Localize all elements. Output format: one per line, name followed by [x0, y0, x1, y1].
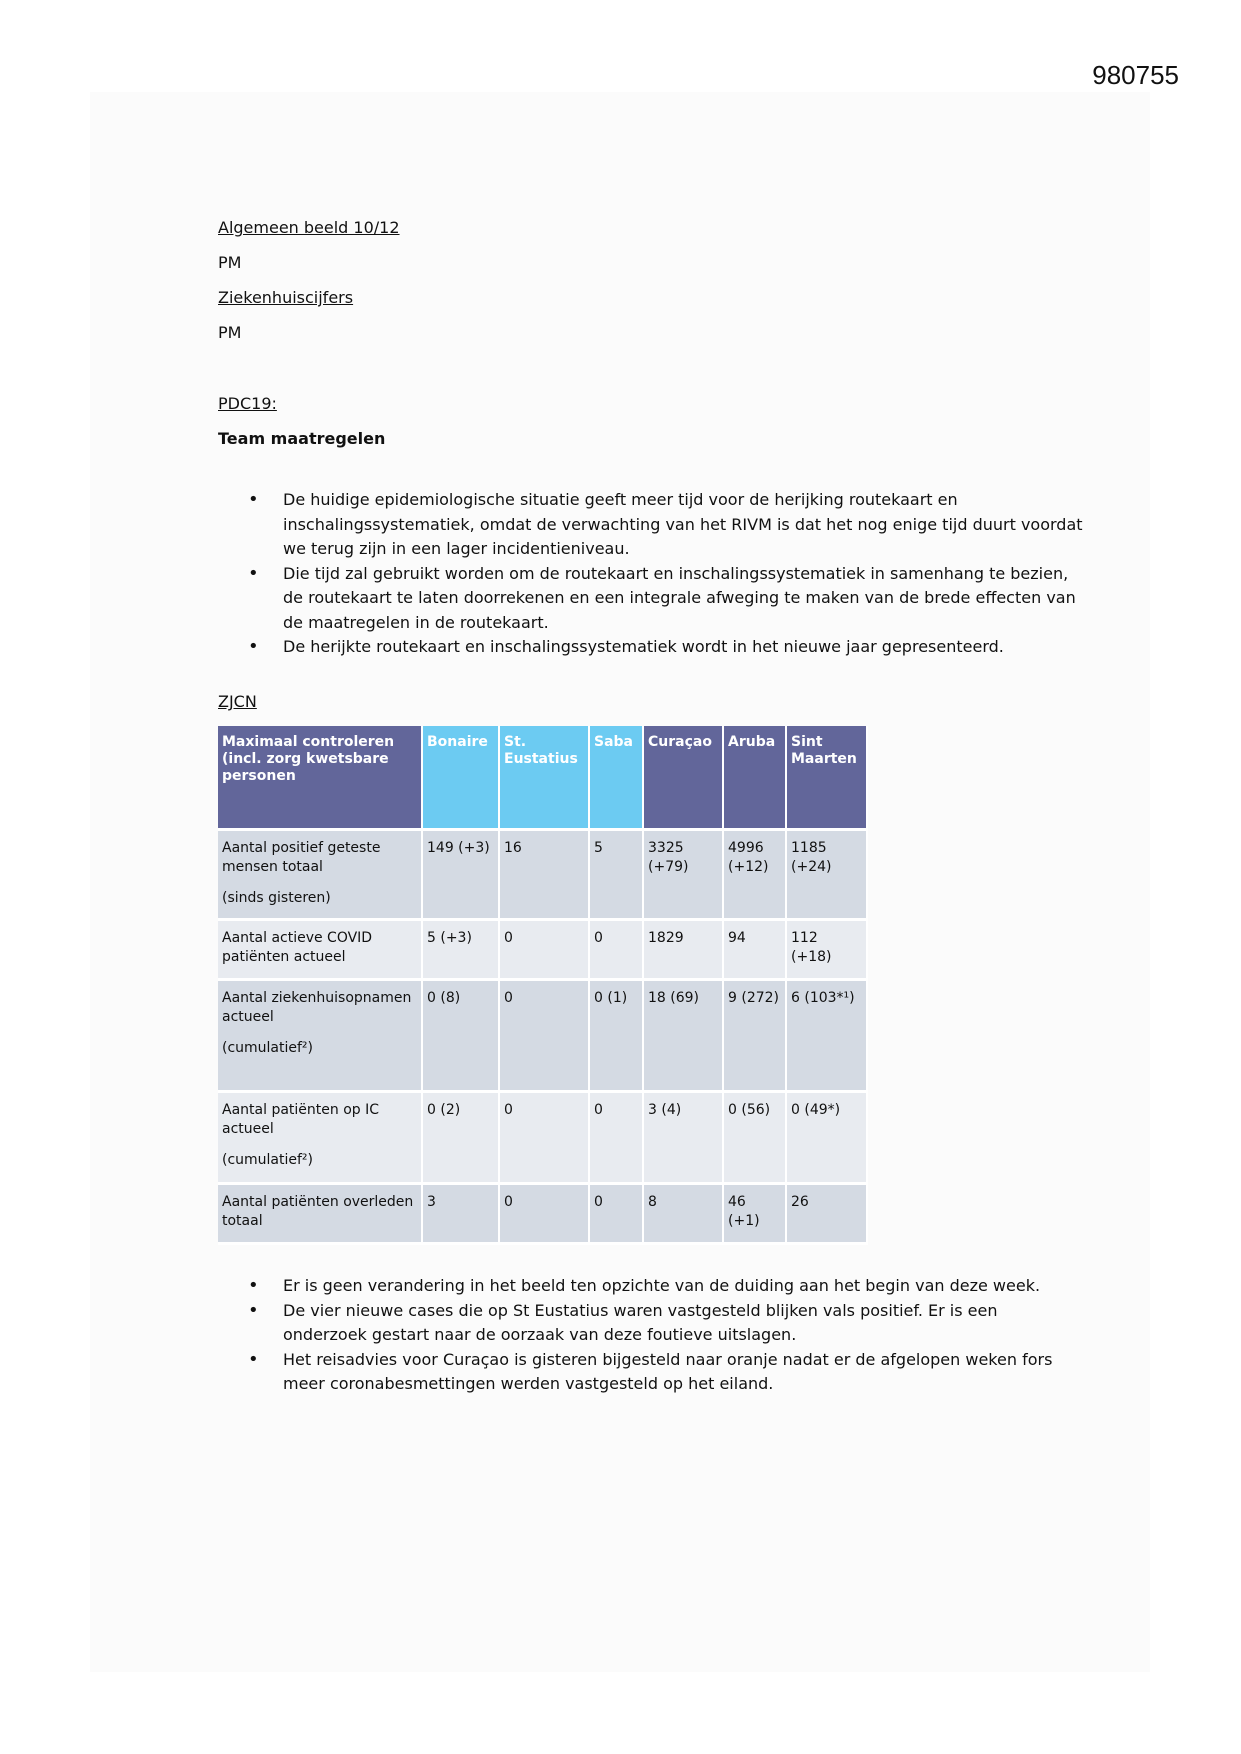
team-heading: Team maatregelen — [218, 429, 386, 448]
table-cell: 0 (56) — [723, 1091, 786, 1183]
row-label-cell — [218, 829, 422, 919]
table-header-cell: Curaçao — [643, 726, 723, 829]
algemeen-heading: Algemeen beeld 10/12 — [218, 218, 400, 237]
table-cell: 0 (8) — [422, 979, 499, 1091]
table-cell: 112 (+18) — [786, 919, 867, 979]
row-label-cell — [218, 919, 422, 979]
zjcn-bullet-list — [218, 1274, 1083, 1397]
table-header-cell: Sint Maarten — [786, 726, 867, 829]
table-cell: 26 — [786, 1183, 867, 1243]
row-label-cell — [218, 979, 422, 1091]
table-row — [218, 1183, 867, 1243]
row-label-cell — [218, 1183, 422, 1243]
table-cell: 1829 — [643, 919, 723, 979]
table-cell: 16 — [499, 829, 589, 919]
table-row — [218, 1091, 867, 1183]
table-cell: 5 (+3) — [422, 919, 499, 979]
table-cell: 0 — [589, 1091, 643, 1183]
row-sublabel: (sinds gisteren) — [222, 889, 331, 906]
table-header-cell: Maximaal controleren (incl. zorg kwetsbare personen — [218, 726, 422, 829]
table-row — [218, 829, 867, 919]
zjcn-heading: ZJCN — [218, 692, 257, 711]
row-label: Aantal positief geteste mensen totaal — [222, 839, 381, 875]
table-row — [218, 919, 867, 979]
list-item: • De herijkte routekaart en inschalingssystematiek wordt in het nieuwe jaar gepresenteerd. — [283, 635, 1083, 660]
document-number: 980755 — [1092, 60, 1179, 90]
table-header-cell: St. Eustatius — [499, 726, 589, 829]
table-row — [218, 979, 867, 1091]
table-cell: 0 — [499, 919, 589, 979]
table-cell: 8 — [643, 1183, 723, 1243]
row-label: Aantal patiënten op IC actueel — [222, 1101, 380, 1137]
team-bullet-list — [218, 488, 1083, 660]
table-cell: 3 — [422, 1183, 499, 1243]
zjcn-table — [218, 726, 868, 1245]
row-label: Aantal patiënten overleden totaal — [222, 1193, 414, 1229]
table-cell: 46 (+1) — [723, 1183, 786, 1243]
table-header-row — [218, 726, 867, 829]
table-cell: 0 — [499, 979, 589, 1091]
table-cell: 4996 (+12) — [723, 829, 786, 919]
ziekenhuis-heading: Ziekenhuiscijfers — [218, 288, 354, 307]
list-item: • Het reisadvies voor Curaçao is gisteren bijgesteld naar oranje nadat er de afgelopen weken fors meer coronabesmettingen werden vastgesteld op het eiland. — [283, 1348, 1083, 1397]
table-header-cell: Saba — [589, 726, 643, 829]
table-cell: 0 (49*) — [786, 1091, 867, 1183]
table-cell: 149 (+3) — [422, 829, 499, 919]
table-cell: 3325 (+79) — [643, 829, 723, 919]
row-sublabel: (cumulatief²) — [222, 1039, 314, 1056]
ziekenhuis-text: PM — [218, 323, 242, 342]
table-cell: 94 — [723, 919, 786, 979]
list-item: • De vier nieuwe cases die op St Eustatius waren vastgesteld blijken vals positief. Er is een onderzoek gestart naar de oorzaak van deze foutieve uitslagen. — [283, 1299, 1083, 1348]
table-cell: 5 — [589, 829, 643, 919]
row-label: Aantal actieve COVID patiënten actueel — [222, 929, 373, 965]
table-cell: 0 — [499, 1091, 589, 1183]
table-cell: 0 (1) — [589, 979, 643, 1091]
table-header-cell: Bonaire — [422, 726, 499, 829]
list-item: • De huidige epidemiologische situatie geeft meer tijd voor de herijking routekaart en inschalingssystematiek, omdat de verwachting van het RIVM is dat het nog enige tijd duurt voordat we terug zijn in een lager incidentieniveau. — [283, 488, 1083, 562]
table-cell: 3 (4) — [643, 1091, 723, 1183]
table-cell: 18 (69) — [643, 979, 723, 1091]
table-header-cell: Aruba — [723, 726, 786, 829]
table-cell: 1185 (+24) — [786, 829, 867, 919]
table-cell: 0 — [499, 1183, 589, 1243]
pdc-heading: PDC19: — [218, 394, 277, 413]
row-label-cell — [218, 1091, 422, 1183]
algemeen-text: PM — [218, 253, 242, 272]
list-item: • Die tijd zal gebruikt worden om de routekaart en inschalingssystematiek in samenhang te bezien, de routekaart te laten doorrekenen en een integrale afweging te maken van de brede effecten van de maatregelen in de routekaart. — [283, 562, 1083, 636]
row-label: Aantal ziekenhuisopnamen actueel — [222, 989, 412, 1025]
table-cell: 0 (2) — [422, 1091, 499, 1183]
table-cell: 6 (103*¹) — [786, 979, 867, 1091]
table-cell: 0 — [589, 1183, 643, 1243]
row-sublabel: (cumulatief²) — [222, 1151, 314, 1168]
list-item: • Er is geen verandering in het beeld ten opzichte van de duiding aan het begin van deze week. — [283, 1274, 1083, 1299]
table-cell: 0 — [589, 919, 643, 979]
table-cell: 9 (272) — [723, 979, 786, 1091]
